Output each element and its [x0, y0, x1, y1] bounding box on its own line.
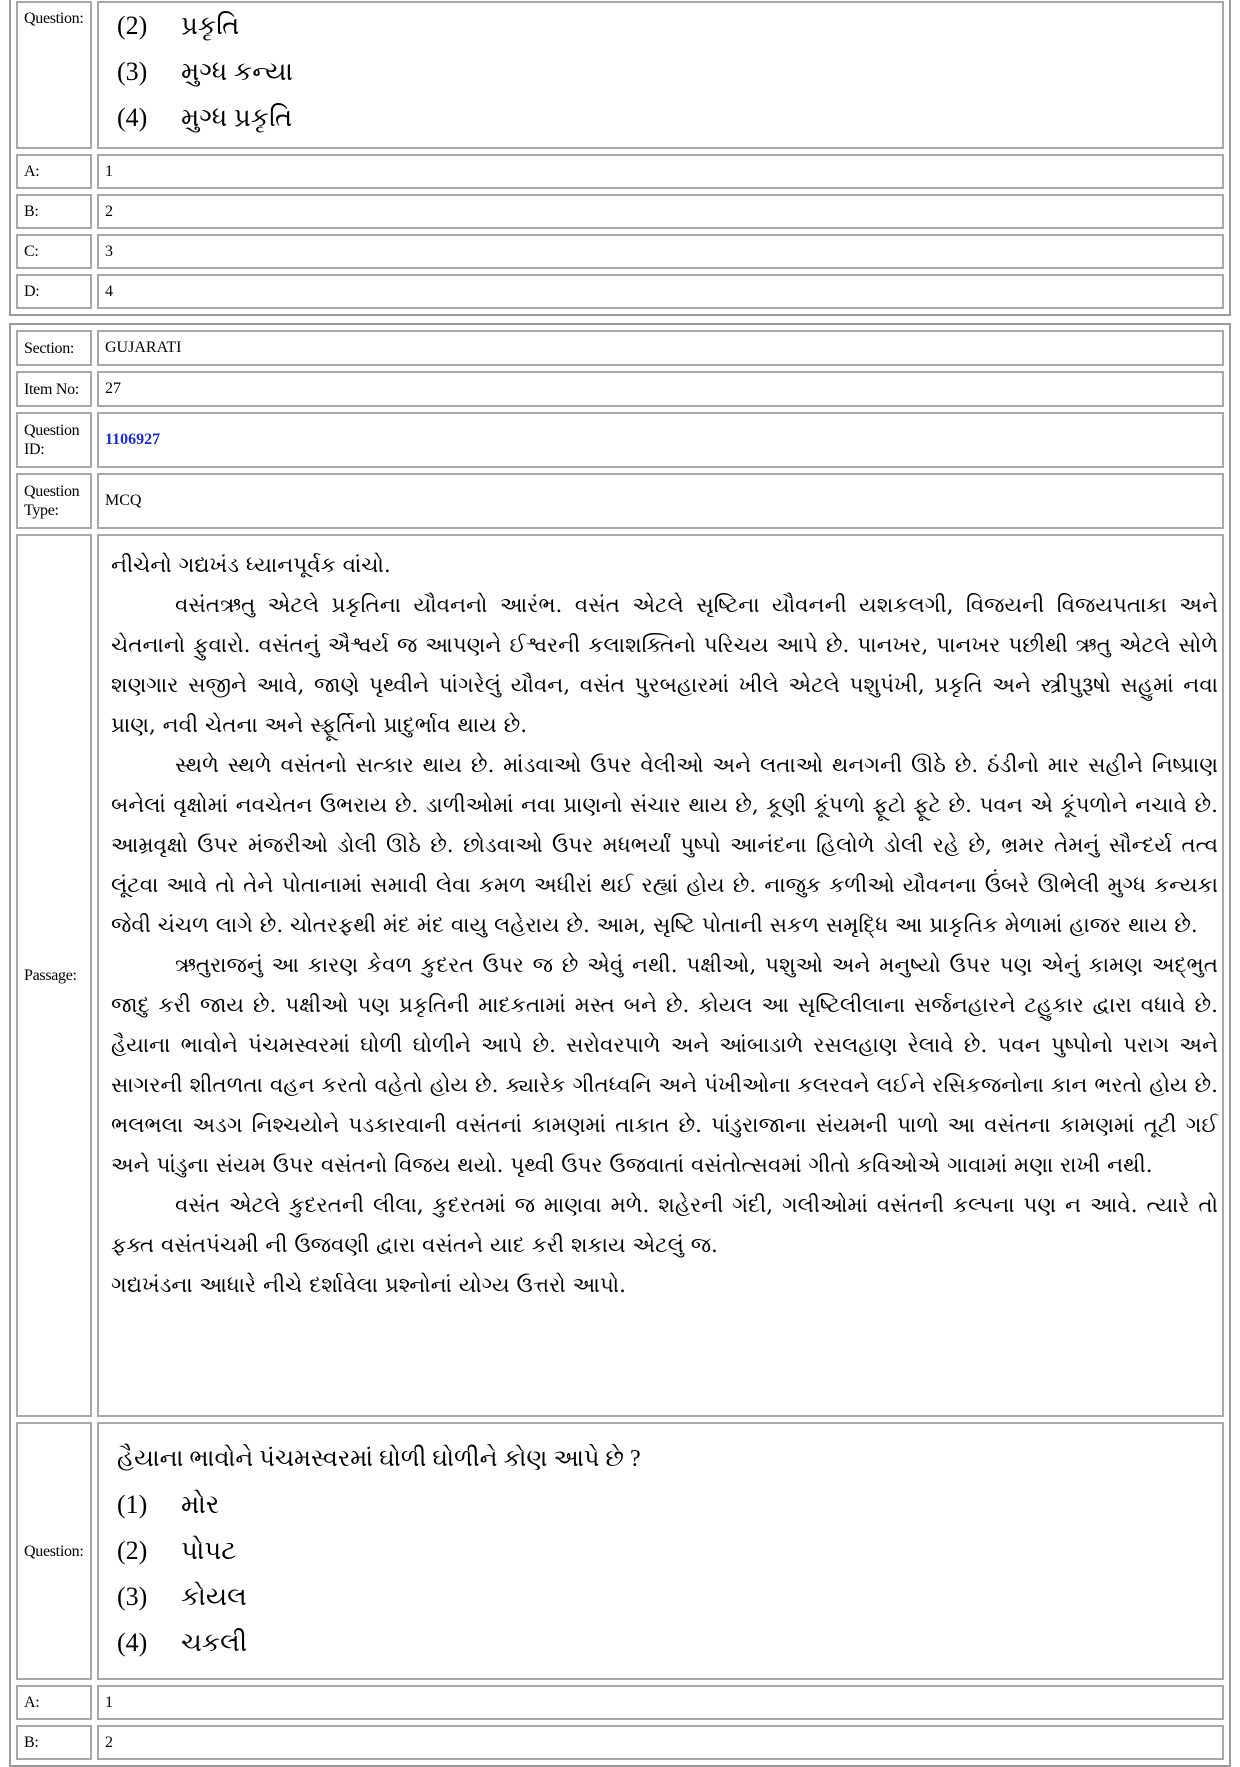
option-3: [105, 1574, 1216, 1620]
option-text: મુગ્ધ પ્રકૃતિ: [181, 103, 293, 132]
answer-a-label: A:: [16, 1685, 92, 1720]
answer-a-value: 1: [97, 154, 1224, 189]
question-item-table: [9, 323, 1231, 1767]
option-number: (4): [117, 1628, 148, 1657]
answer-a-label: A:: [16, 154, 92, 189]
option-1: [105, 1482, 1216, 1528]
answer-b-value: 2: [97, 1725, 1224, 1760]
option-text: કોયલ: [181, 1582, 247, 1611]
option-number: (3): [117, 1582, 148, 1611]
option-text: પ્રકૃતિ: [181, 11, 240, 40]
passage-paragraph: વસંતઋતુ એટલે પ્રકૃતિના યૌવનનો આરંભ. વસંત એટલે સૃષ્ટિના યૌવનની યશકલગી, વિજયની વિજયપતાકા અને ચેતનાનો ફુવારો. વસંતનું ઐશ્વર્ય જ આપણને ઈશ્વરની કલાશક્તિનો પરિચય આપે છે. પાનખર, પાનખર પછીથી ઋતુ એટલે સોળે શણગાર સજીને આવે, જાણે પૃથ્વીને પાંગરેલું યૌવન, વસંત પુરબહારમાં ખીલે એટલે પશુપંખી, પ્રકૃતિ અને સ્ત્રીપુરૂષો સહુમાં નવા પ્રાણ, નવી ચેતના અને સ્ફૂર્તિનો પ્રાદુર્ભાવ થાય છે.: [111, 593, 1218, 738]
option-number: (2): [117, 11, 148, 40]
question-type-label: Question Type:: [16, 473, 92, 529]
answer-c-value: 3: [97, 234, 1224, 269]
question-text: હૈયાના ભાવોને પંચમસ્વરમાં ઘોળી ઘોળીને કોણ આપે છે ?: [117, 1446, 641, 1472]
answer-b-value: 2: [97, 194, 1224, 229]
option-text: મોર: [181, 1490, 220, 1519]
section-label: Section:: [16, 330, 92, 366]
question-id-label: Question ID:: [16, 412, 92, 468]
answer-d-value: 4: [97, 274, 1224, 309]
option-text: મુગ્ધ કન્યા: [181, 57, 293, 86]
answer-c-label: C:: [16, 234, 92, 269]
section-value: GUJARATI: [97, 330, 1224, 366]
question-label: Question:: [16, 1, 92, 149]
option-2: [105, 1528, 1216, 1574]
item-no-value: 27: [97, 371, 1224, 407]
option-2: [105, 3, 1216, 49]
answer-b-label: B:: [16, 194, 92, 229]
option-number: (1): [117, 1490, 148, 1519]
passage-outro: ગદ્યખંડના આધારે નીચે દર્શાવેલા પ્રશ્નોનાં યોગ્ય ઉત્તરો આપો.: [111, 1273, 626, 1298]
option-text: પોપટ: [181, 1536, 237, 1565]
item-no-label: Item No:: [16, 371, 92, 407]
question-label: Question:: [16, 1422, 92, 1680]
option-4: [105, 95, 1216, 141]
previous-question-table: [9, 0, 1231, 316]
question-type-value: MCQ: [97, 473, 1224, 529]
question-id-value: 1106927: [97, 412, 1224, 468]
passage-intro: નીચેનો ગદ્યખંડ ધ્યાનપૂર્વક વાંચો.: [111, 553, 391, 578]
option-4: [105, 1620, 1216, 1666]
passage-paragraph: વસંત એટલે કુદરતની લીલા, કુદરતમાં જ માણવા મળે. શહેરની ગંદી, ગલીઓમાં વસંતની કલ્પના પણ ન આવે. ત્યારે તો ફક્ત વસંતપંચમી ની ઉજવણી દ્વારા વસંતને યાદ કરી શકાય એટલું જ.: [111, 1193, 1218, 1258]
passage-content: [97, 534, 1224, 1417]
option-3: [105, 49, 1216, 95]
passage-paragraph: સ્થળે સ્થળે વસંતનો સત્કાર થાય છે. માંડવાઓ ઉપર વેલીઓ અને લતાઓ થનગની ઊઠે છે. ઠંડીનો માર સહીને નિષ્પ્રાણ બનેલાં વૃક્ષોમાં નવચેતન ઉભરાય છે. ડાળીઓમાં નવા પ્રાણનો સંચાર થાય છે, કૂણી કૂંપળો ફૂટો ફૂટે છે. પવન એ કૂંપળોને નચાવે છે. આમ્રવૃક્ષો ઉપર મંજરીઓ ડોલી ઊઠે છે. છોડવાઓ ઉપર મધભર્યાં પુષ્પો આનંદના હિલોળે ડોલી રહે છે, ભ્રમર તેમનું સૌન્દર્ય તત્વ લૂંટવા આવે તો તેને પોતાનામાં સમાવી લેવા કમળ અધીરાં થઈ રહ્યાં હોય છે. નાજુક કળીઓ યૌવનના ઉંબરે ઊભેલી મુગ્ધ કન્યકા જેવી ચંચળ લાગે છે. ચોતરફથી મંદ મંદ વાયુ લહેરાય છે. આમ, સૃષ્ટિ પોતાની સકળ સમૃદ્ધિ આ પ્રાકૃતિક મેળામાં હાજર થાય છે.: [111, 753, 1218, 938]
option-number: (2): [117, 1536, 148, 1565]
answer-d-label: D:: [16, 274, 92, 309]
answer-b-label: B:: [16, 1725, 92, 1760]
option-number: (4): [117, 103, 148, 132]
passage-paragraph: ઋતુરાજનું આ કારણ કેવળ કુદરત ઉપર જ છે એવું નથી. પક્ષીઓ, પશુઓ અને મનુષ્યો ઉપર પણ એનું કામણ અદ્ભુત જાદુ કરી જાય છે. પક્ષીઓ પણ પ્રકૃતિની માદકતામાં મસ્ત બને છે. કોયલ આ સૃષ્ટિલીલાના સર્જનહારને ટહુકાર દ્વારા વધાવે છે. હૈયાના ભાવોને પંચમસ્વરમાં ઘોળી ઘોળીને આપે છે. સરોવરપાળે અને આંબાડાળે રસલહાણ રેલાવે છે. પવન પુષ્પોનો પરાગ અને સાગરની શીતળતા વહન કરતો વહેતો હોય છે. ક્યારેક ગીતધ્વનિ અને પંખીઓના કલરવને લઈને રસિકજનોના કાન ભરતો હોય છે. ભલભલા અડગ નિશ્ચયોને પડકારવાની વસંતનાં કામણમાં તાકાત છે. પાંડુરાજાના સંયમની પાળો આ વસંતના કામણમાં તૂટી ગઈ અને પાંડુના સંયમ ઉપર વસંતનો વિજય થયો. પૃથ્વી ઉપર ઉજવાતાં વસંતોત્સવમાં ગીતો કવિઓએ ગાવામાં મણા રાખી નથી.: [111, 953, 1218, 1178]
passage-label: Passage:: [16, 534, 92, 1417]
option-number: (3): [117, 57, 148, 86]
option-text: ચકલી: [181, 1628, 248, 1657]
question-content: [97, 1422, 1224, 1680]
question-content: [97, 1, 1224, 149]
answer-a-value: 1: [97, 1685, 1224, 1720]
passage-text: [99, 536, 1222, 1312]
